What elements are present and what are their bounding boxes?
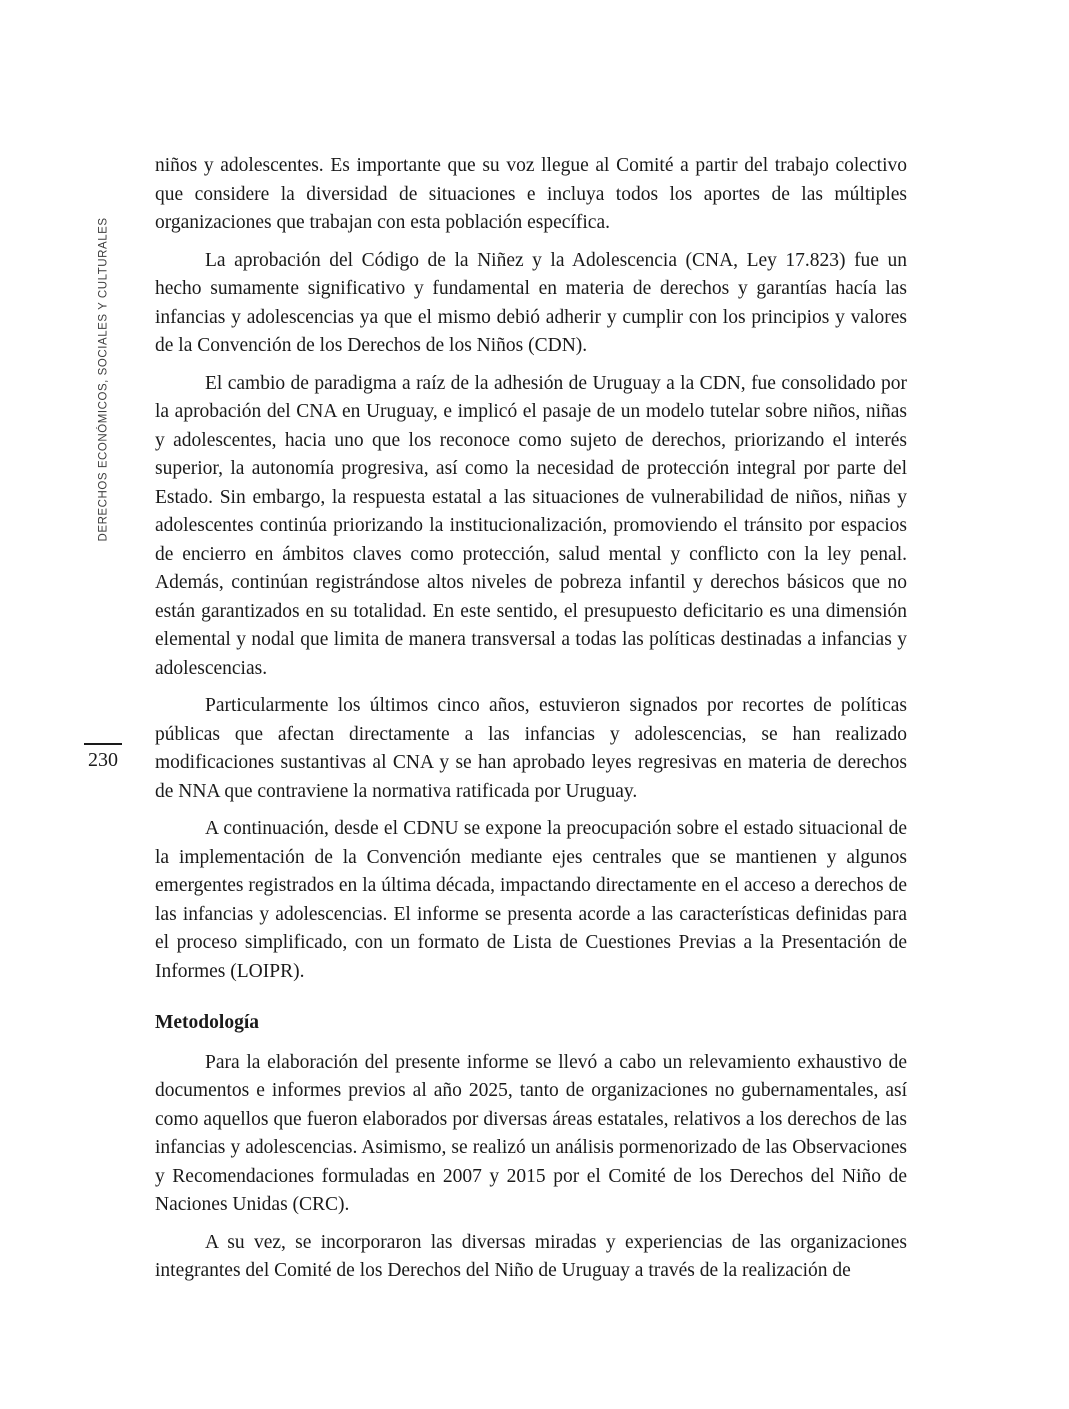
page-number-rule xyxy=(84,743,122,745)
body-paragraph: A continuación, desde el CDNU se expone la preocupación sobre el estado situacional de la implementación de la Convención mediante ejes centrales que se mantienen y algunos emergentes registrados en la última década, impactando directamente en el acceso a derechos de las infancias y adolescencias. El informe se presenta acorde a las características definidas para el proceso simplificado, con un formato de Lista de Cuestiones Previas a la Presentación de Informes (LOIPR). xyxy=(155,818,907,982)
main-text-column xyxy=(155,152,907,1286)
body-paragraph: La aprobación del Código de la Niñez y la Adolescencia (CNA, Ley 17.823) fue un hecho sumamente significativo y fundamental en materia de derechos y garantías hacía las infancias y adolescencias ya que el mismo debió adherir y cumplir con los principios y valores de la Convención de los Derechos de los Niños (CDN). xyxy=(155,249,907,356)
body-paragraph: Para la elaboración del presente informe se llevó a cabo un relevamiento exhaustivo de documentos e informes previos al año 2025, tanto de organizaciones no gubernamentales, así como aquellos que fueron elaborados por diversas áreas estatales, relativos a los derechos de las infancias y adolescencias. Asimismo, se realizó un análisis pormenorizado de las Observaciones y Recomendaciones formuladas en 2007 y 2015 por el Comité de los Derechos del Niño de Naciones Unidas (CRC). xyxy=(155,1051,907,1215)
page-number: 230 xyxy=(88,749,118,771)
body-paragraph: Particularmente los últimos cinco años, estuvieron signados por recortes de políticas públicas que afectan directamente a las infancias y adolescencias, se han realizado modificaciones sustantivas al CNA y se han aprobado leyes regresivas en materia de derechos de NNA que contraviene la normativa ratificada por Uruguay. xyxy=(155,695,907,802)
body-paragraph: El cambio de paradigma a raíz de la adhesión de Uruguay a la CDN, fue consolidado por la aprobación del CNA en Uruguay, e implicó el pasaje de un modelo tutelar sobre niños, niñas y adolescentes, hacia uno que los reconoce como sujeto de derechos, priorizando el interés superior, la autonomía progresiva, así como la necesidad de protección integral por parte del Estado. Sin embargo, la respuesta estatal a las situaciones de vulnerabilidad de niños, niñas y adolescentes continúa priorizando la institucionalización, promoviendo el tránsito por espacios de encierro en ámbitos claves como protección, salud mental y conflicto con la ley penal. Además, continúan registrándose altos niveles de pobreza infantil y derechos básicos que no están garantizados en su totalidad. En este sentido, el presupuesto deficitario es una dimensión elemental y nodal que limita de manera transversal a todas las políticas destinadas a infancias y adolescencias. xyxy=(155,372,907,679)
section-heading-metodologia: Metodología xyxy=(155,1012,259,1033)
section-vertical-label: DERECHOS ECONÓMICOS, SOCIALES Y CULTURALES xyxy=(97,217,110,542)
body-paragraph-incomplete: A su vez, se incorporaron las diversas miradas y experiencias de las organizaciones integrantes del Comité de los Derechos del Niño de Uruguay a través de la realización de xyxy=(155,1231,907,1281)
page-number-block xyxy=(84,743,122,772)
body-paragraph-continuation: niños y adolescentes. Es importante que su voz llegue al Comité a partir del trabajo colectivo que considere la diversidad de situaciones e incluya todos los aportes de las múltiples organizaciones que trabajan con esta población específica. xyxy=(155,155,907,233)
